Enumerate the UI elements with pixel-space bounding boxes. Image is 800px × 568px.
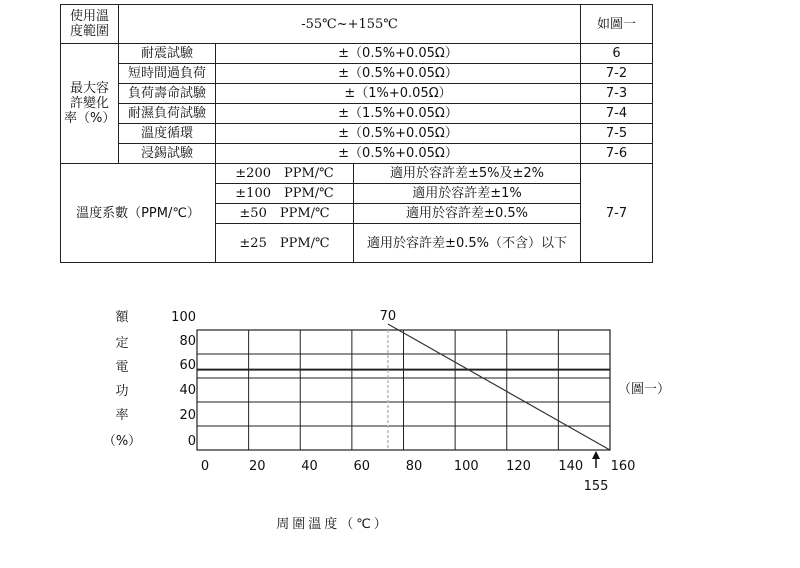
- tcr-note: 適用於容許差±0.5%: [354, 204, 581, 224]
- y-axis-label-char: （%）: [102, 434, 142, 449]
- x-tick-label: 80: [405, 459, 423, 474]
- test-name: 短時間過負荷: [119, 64, 216, 84]
- test-name: 浸錫試驗: [119, 144, 216, 164]
- y-tick-label: 40: [179, 383, 196, 398]
- x-tick-label: 140: [558, 459, 584, 474]
- tcr-ppm: ±200 PPM/℃: [216, 164, 354, 184]
- test-ref: 7-2: [581, 64, 653, 84]
- test-name: 耐濕負荷試驗: [119, 104, 216, 124]
- test-name: 負荷壽命試驗: [119, 84, 216, 104]
- range-label: 使用溫度範圍: [61, 5, 119, 44]
- y-axis-label-char: 電: [115, 360, 129, 375]
- max-change-label: 最大容許變化率（%）: [61, 44, 119, 164]
- test-value: ±（0.5%+0.05Ω）: [216, 124, 581, 144]
- test-ref: 7-5: [581, 124, 653, 144]
- tcr-ppm: ±25 PPM/℃: [216, 224, 354, 263]
- tcr-note: 適用於容許差±0.5%（不含）以下: [354, 224, 581, 263]
- test-value: ±（0.5%+0.05Ω）: [216, 144, 581, 164]
- test-name: 耐震試驗: [119, 44, 216, 64]
- tcr-ppm: ±50 PPM/℃: [216, 204, 354, 224]
- test-value: ±（0.5%+0.05Ω）: [216, 44, 581, 64]
- y-tick-labels: [171, 310, 196, 449]
- y-tick-label: 80: [179, 334, 196, 349]
- x-tick-label: 160: [610, 459, 636, 474]
- tcr-note: 適用於容許差±1%: [354, 184, 581, 204]
- y-axis-label-char: 功: [115, 384, 129, 399]
- test-ref: 7-4: [581, 104, 653, 124]
- x-tick-label: 120: [506, 459, 531, 474]
- tcr-ppm: ±100 PPM/℃: [216, 184, 354, 204]
- x-tick-label: 100: [453, 459, 479, 474]
- y-axis-label-char: 定: [115, 336, 129, 351]
- x-axis-label: 周圍溫度（℃）: [276, 517, 390, 532]
- x-tick-labels: [201, 459, 636, 474]
- range-ref: 如圖一: [581, 5, 653, 44]
- test-name: 溫度循環: [119, 124, 216, 144]
- y-axis-label-char: 率: [115, 408, 129, 423]
- derating-curve: [388, 324, 610, 450]
- y-axis-label: [103, 310, 141, 449]
- figure-caption: （圖一）: [617, 382, 671, 397]
- y-tick-label: 0: [187, 434, 196, 449]
- test-ref: 7-3: [581, 84, 653, 104]
- y-axis-label-char: 額: [115, 310, 129, 325]
- tcr-label: 溫度系數（PPM/℃）: [61, 164, 216, 263]
- x-tick-label: 20: [248, 459, 266, 474]
- chart-grid: [197, 330, 610, 450]
- test-ref: 7-6: [581, 144, 653, 164]
- y-tick-label: 100: [171, 310, 196, 325]
- test-ref: 6: [581, 44, 653, 64]
- y-tick-label: 20: [179, 408, 196, 423]
- range-value: -55℃~+155℃: [119, 5, 581, 44]
- x-tick-label: 40: [301, 459, 318, 474]
- y-tick-label: 60: [179, 358, 196, 373]
- test-value: ±（1%+0.05Ω）: [216, 84, 581, 104]
- x-tick-label: 0: [200, 459, 210, 474]
- x-tick-label: 60: [353, 459, 371, 474]
- test-value: ±（0.5%+0.05Ω）: [216, 64, 581, 84]
- annotation-70: 70: [379, 309, 397, 324]
- annotation-155: 155: [583, 479, 609, 494]
- tcr-ref: 7-7: [581, 164, 653, 263]
- arrow-155-icon: [592, 451, 600, 468]
- tcr-note: 適用於容許差±5%及±2%: [354, 164, 581, 184]
- test-value: ±（1.5%+0.05Ω）: [216, 104, 581, 124]
